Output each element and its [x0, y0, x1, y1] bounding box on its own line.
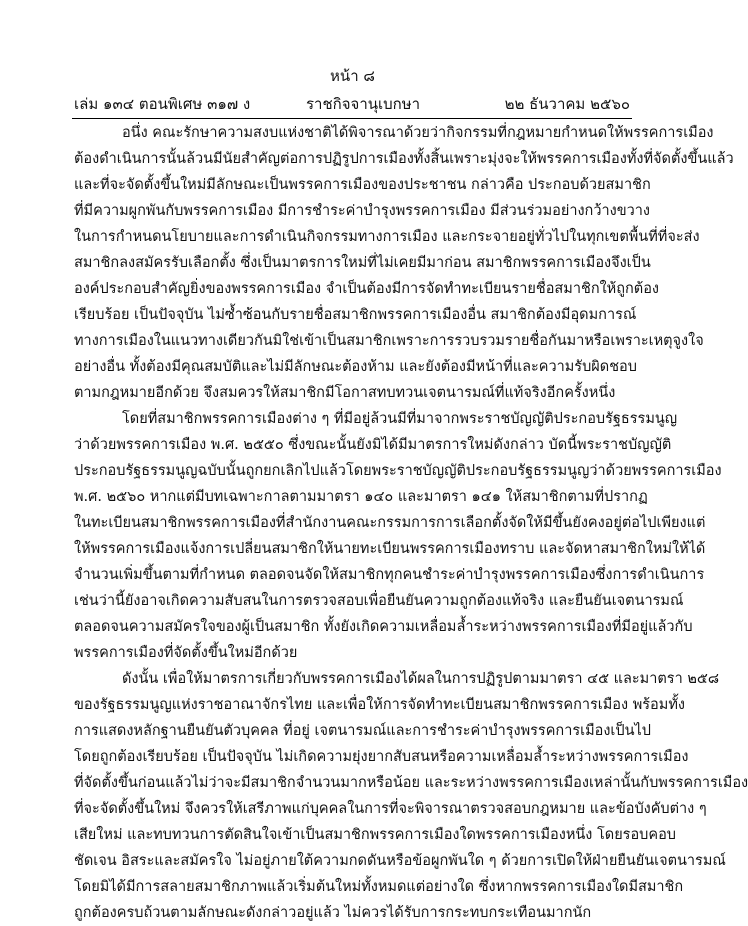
- text-line: อย่างอื่น ทั้งต้องมีคุณสมบัติและไม่มีลักษณะต้องห้าม และยังต้องมีหน้าที่และความรับผิดชอบ: [74, 359, 637, 375]
- paragraph-2: [74, 406, 722, 666]
- text-line: ในการกำหนดนโยบายและการดำเนินกิจกรรมทางการเมือง และกระจายอยู่ทั่วไปในทุกเขตพื้นที่ที่จะส่ง: [74, 229, 700, 245]
- paragraph-1: [74, 120, 734, 406]
- text-line: โดยมิได้มีการสลายสมาชิกภาพแล้วเริ่มต้นใหม่ทั้งหมดแต่อย่างใด ซึ่งหากพรรคการเมืองใดมีสมาชิก: [74, 879, 684, 895]
- text-line: การแสดงหลักฐานยืนยันตัวบุคคล ที่อยู่ เจตนารมณ์และการชำระค่าบำรุงพรรคการเมืองเป็นไป: [74, 723, 652, 739]
- text-line: ทางการเมืองในแนวทางเดียวกันมิใช่เข้าเป็นสมาชิกเพราะการรวบรวมรายชื่อกันมาหรือเพราะเหตุจูงใจ: [74, 333, 704, 349]
- text-line: ที่จะจัดตั้งขึ้นใหม่ จึงควรให้เสรีภาพแก่บุคคลในการที่จะพิจารณาตรวจสอบกฎหมาย และข้อบังคับต่าง ๆ: [74, 801, 707, 817]
- text-line: ตามกฎหมายอีกด้วย จึงสมควรให้สมาชิกมีโอกาสทบทวนเจตนารมณ์ที่แท้จริงอีกครั้งหนึ่ง: [74, 385, 616, 401]
- text-line: เสียใหม่ และทบทวนการตัดสินใจเข้าเป็นสมาชิกพรรคการเมืองใดพรรคการเมืองหนึ่ง โดยรอบคอบ: [74, 827, 676, 843]
- publication-date: ๒๒ ธันวาคม ๒๕๖๐: [504, 95, 630, 113]
- document-body: [74, 120, 748, 926]
- text-line: ต้องดำเนินการนั้นล้วนมีนัยสำคัญต่อการปฏิรูปการเมืองทั้งสิ้นเพราะมุ่งจะให้พรรคการเมืองทั้งที่จัดตั้งขึ้นแล้ว: [74, 151, 734, 167]
- text-line: ว่าด้วยพรรคการเมือง พ.ศ. ๒๕๕๐ ซึ่งขณะนั้นยังมิได้มีมาตรการใหม่ดังกล่าว บัดนี้พระราชบัญญัติ: [74, 437, 672, 453]
- text-line: พรรคการเมืองที่จัดตั้งขึ้นใหม่อีกด้วย: [74, 645, 298, 661]
- text-line: โดยที่สมาชิกพรรคการเมืองต่าง ๆ ที่มีอยู่ล้วนมีที่มาจากพระราชบัญญัติประกอบรัฐธรรมนูญ: [122, 411, 678, 427]
- text-line: ประกอบรัฐธรรมนูญฉบับนั้นถูกยกเลิกไปแล้วโดยพระราชบัญญัติประกอบรัฐธรรมนูญว่าด้วยพรรคการเมือง: [74, 463, 722, 479]
- text-line: ที่มีความผูกพันกับพรรคการเมือง มีการชำระค่าบำรุงพรรคการเมือง มีส่วนร่วมอย่างกว้างขวาง: [74, 203, 650, 219]
- gazette-header: [74, 92, 630, 114]
- text-line: เช่นว่านี้ยังอาจเกิดความสับสนในการตรวจสอบเพื่อยืนยันความถูกต้องแท้จริง และยืนยันเจตนารมณ์: [74, 593, 684, 609]
- paragraph-3: [74, 666, 748, 926]
- header-divider: [72, 118, 632, 119]
- text-line: ดังนั้น เพื่อให้มาตรการเกี่ยวกับพรรคการเมืองได้ผลในการปฏิรูปตามมาตรา ๔๕ และมาตรา ๒๕๘: [122, 671, 720, 687]
- text-line: โดยถูกต้องเรียบร้อย เป็นปัจจุบัน ไม่เกิดความยุ่งยากสับสนหรือความเหลื่อมล้ำระหว่างพรรคการเมือง: [74, 749, 689, 765]
- text-line: สมาชิกลงสมัครรับเลือกตั้ง ซึ่งเป็นมาตรการใหม่ที่ไม่เคยมีมาก่อน สมาชิกพรรคการเมืองจึงเป็น: [74, 255, 651, 271]
- text-line: องค์ประกอบสำคัญยิ่งของพรรคการเมือง จำเป็นต้องมีการจัดทำทะเบียนรายชื่อสมาชิกให้ถูกต้อง: [74, 281, 659, 297]
- text-line: พ.ศ. ๒๕๖๐ หากแต่มีบทเฉพาะกาลตามมาตรา ๑๔๐ และมาตรา ๑๔๑ ให้สมาชิกตามที่ปรากฏ: [74, 489, 648, 505]
- text-line: และที่จะจัดตั้งขึ้นใหม่มีลักษณะเป็นพรรคการเมืองของประชาชน กล่าวคือ ประกอบด้วยสมาชิก: [74, 177, 651, 193]
- text-line: ให้พรรคการเมืองแจ้งการเปลี่ยนสมาชิกให้นายทะเบียนพรรคการเมืองทราบ และจัดหาสมาชิกใหม่ให้ได้: [74, 541, 706, 557]
- text-line: ที่จัดตั้งขึ้นก่อนแล้วไม่ว่าจะมีสมาชิกจำนวนมากหรือน้อย และระหว่างพรรคการเมืองเหล่านั้นกับพรรคการเมือง: [74, 775, 748, 791]
- text-line: จำนวนเพิ่มขึ้นตามที่กำหนด ตลอดจนจัดให้สมาชิกทุกคนชำระค่าบำรุงพรรคการเมืองซึ่งการดำเนินการ: [74, 567, 705, 583]
- text-line: ถูกต้องครบถ้วนตามลักษณะดังกล่าวอยู่แล้ว ไม่ควรได้รับการกระทบกระเทือนมากนัก: [74, 905, 592, 921]
- text-line: อนึ่ง คณะรักษาความสงบแห่งชาติได้พิจารณาด้วยว่ากิจกรรมที่กฎหมายกำหนดให้พรรคการเมือง: [122, 125, 714, 141]
- text-line: ชัดเจน อิสระและสมัครใจ ไม่อยู่ภายใต้ความกดดันหรือข้อผูกพันใด ๆ ด้วยการเปิดให้ฝ่ายยืนยันเจตนารมณ์: [74, 853, 726, 869]
- page-number: หน้า ๘: [330, 67, 375, 85]
- text-line: ในทะเบียนสมาชิกพรรคการเมืองที่สำนักงานคณะกรรมการการเลือกตั้งจัดให้มีขึ้นยังคงอยู่ต่อไปเพียงแต่: [74, 515, 706, 531]
- text-line: ตลอดจนความสมัครใจของผู้เป็นสมาชิก ทั้งยังเกิดความเหลื่อมล้ำระหว่างพรรคการเมืองที่มีอยู่แล้วกับ: [74, 619, 693, 635]
- text-line: ของรัฐธรรมนูญแห่งราชอาณาจักรไทย และเพื่อให้การจัดทำทะเบียนสมาชิกพรรคการเมือง พร้อมทั้ง: [74, 697, 685, 713]
- publication-title: ราชกิจจานุเบกษา: [306, 95, 421, 113]
- volume-issue: เล่ม ๑๓๔ ตอนพิเศษ ๓๑๗ ง: [74, 95, 251, 113]
- text-line: เรียบร้อย เป็นปัจจุบัน ไม่ซ้ำซ้อนกับรายชื่อสมาชิกพรรคการเมืองอื่น สมาชิกต้องมีอุดมการณ์: [74, 307, 637, 323]
